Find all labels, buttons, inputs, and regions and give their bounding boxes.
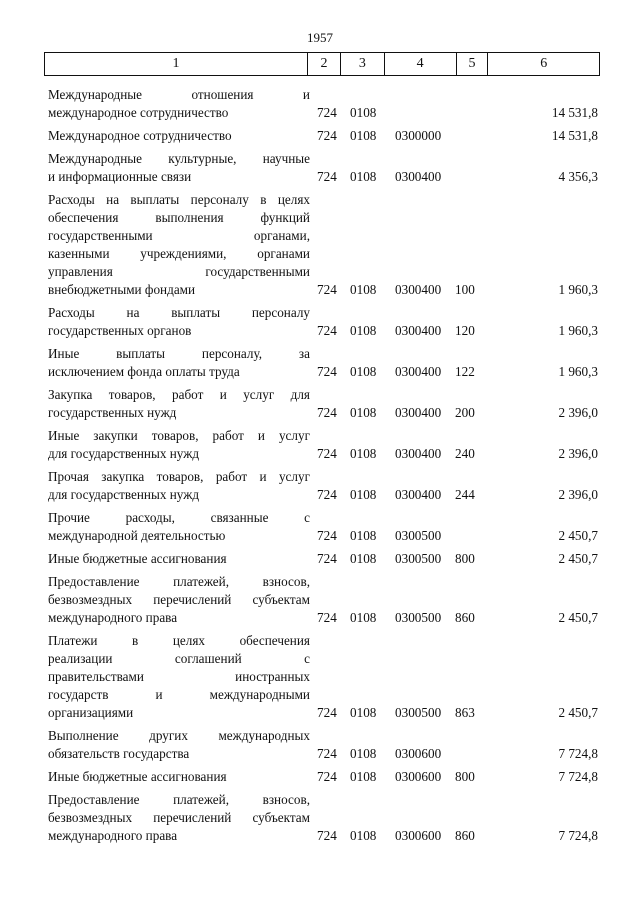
description-line: международное сотрудничество bbox=[48, 105, 229, 120]
description-line: Платежи в целях обеспечения bbox=[48, 633, 310, 648]
section-code: 0108 bbox=[350, 282, 377, 297]
target-article-code: 0300500 bbox=[395, 528, 442, 543]
description-line: обязательств государства bbox=[48, 746, 190, 761]
amount: 2 450,7 bbox=[558, 610, 598, 625]
description-line: Предоставление платежей, взносов, bbox=[48, 574, 310, 589]
row-description bbox=[48, 550, 310, 568]
section-code: 0108 bbox=[350, 487, 377, 502]
section-code: 0108 bbox=[350, 446, 377, 461]
expense-type-code: 120 bbox=[455, 323, 475, 338]
expense-type-code: 244 bbox=[455, 487, 475, 502]
amount: 2 450,7 bbox=[558, 551, 598, 566]
description-line: Расходы на выплаты персоналу в целях bbox=[48, 192, 310, 207]
amount: 2 396,0 bbox=[558, 405, 598, 420]
target-article-code: 0300500 bbox=[395, 705, 442, 720]
expense-type-code: 122 bbox=[455, 364, 475, 379]
section-code: 0108 bbox=[350, 405, 377, 420]
admin-code: 724 bbox=[317, 282, 337, 297]
description-line: Иные выплаты персоналу, за bbox=[48, 346, 310, 361]
row-description bbox=[48, 468, 310, 504]
amount: 2 396,0 bbox=[558, 446, 598, 461]
description-line: Выполнение других международных bbox=[48, 728, 310, 743]
section-code: 0108 bbox=[350, 323, 377, 338]
description-line: организациями bbox=[48, 705, 134, 720]
amount: 7 724,8 bbox=[558, 769, 598, 784]
target-article-code: 0300400 bbox=[395, 405, 442, 420]
description-line: и информационные связи bbox=[48, 169, 192, 184]
amount: 7 724,8 bbox=[558, 746, 598, 761]
section-code: 0108 bbox=[350, 746, 377, 761]
admin-code: 724 bbox=[317, 487, 337, 502]
row-description bbox=[48, 791, 310, 845]
admin-code: 724 bbox=[317, 610, 337, 625]
description-line: для государственных нужд bbox=[48, 446, 200, 461]
admin-code: 724 bbox=[317, 551, 337, 566]
column-header-5: 5 bbox=[457, 53, 489, 75]
description-line: Иные бюджетные ассигнования bbox=[48, 769, 227, 784]
section-code: 0108 bbox=[350, 169, 377, 184]
column-header-2: 2 bbox=[308, 53, 341, 75]
amount: 1 960,3 bbox=[558, 323, 598, 338]
admin-code: 724 bbox=[317, 105, 337, 120]
description-line: Иные бюджетные ассигнования bbox=[48, 551, 227, 566]
admin-code: 724 bbox=[317, 746, 337, 761]
row-description bbox=[48, 304, 310, 340]
expense-type-code: 860 bbox=[455, 610, 475, 625]
description-line: Международные культурные, научные bbox=[48, 151, 310, 166]
description-line: управления государственными bbox=[48, 264, 310, 279]
description-line: международного права bbox=[48, 610, 178, 625]
expense-type-code: 800 bbox=[455, 769, 475, 784]
target-article-code: 0300000 bbox=[395, 128, 442, 143]
description-line: международного права bbox=[48, 828, 178, 843]
row-description bbox=[48, 191, 310, 299]
section-code: 0108 bbox=[350, 364, 377, 379]
amount: 1 960,3 bbox=[558, 364, 598, 379]
amount: 4 356,3 bbox=[558, 169, 598, 184]
description-line: государств и международными bbox=[48, 687, 310, 702]
description-line: государственных нужд bbox=[48, 405, 177, 420]
expense-type-code: 860 bbox=[455, 828, 475, 843]
row-description bbox=[48, 427, 310, 463]
section-code: 0108 bbox=[350, 128, 377, 143]
amount: 2 396,0 bbox=[558, 487, 598, 502]
amount: 7 724,8 bbox=[558, 828, 598, 843]
admin-code: 724 bbox=[317, 828, 337, 843]
admin-code: 724 bbox=[317, 446, 337, 461]
description-line: Расходы на выплаты персоналу bbox=[48, 305, 310, 320]
description-line: реализации соглашений с bbox=[48, 651, 310, 666]
description-line: Прочие расходы, связанные с bbox=[48, 510, 310, 525]
row-description bbox=[48, 573, 310, 627]
row-description bbox=[48, 509, 310, 545]
description-line: исключением фонда оплаты труда bbox=[48, 364, 240, 379]
section-code: 0108 bbox=[350, 610, 377, 625]
section-code: 0108 bbox=[350, 705, 377, 720]
description-line: международной деятельностью bbox=[48, 528, 226, 543]
description-line: внебюджетными фондами bbox=[48, 282, 196, 297]
target-article-code: 0300500 bbox=[395, 610, 442, 625]
expense-type-code: 240 bbox=[455, 446, 475, 461]
row-description bbox=[48, 386, 310, 422]
target-article-code: 0300600 bbox=[395, 746, 442, 761]
admin-code: 724 bbox=[317, 364, 337, 379]
description-line: Международное сотрудничество bbox=[48, 128, 232, 143]
target-article-code: 0300500 bbox=[395, 551, 442, 566]
description-line: Предоставление платежей, взносов, bbox=[48, 792, 310, 807]
description-line: Иные закупки товаров, работ и услуг bbox=[48, 428, 310, 443]
expense-type-code: 100 bbox=[455, 282, 475, 297]
row-description bbox=[48, 768, 310, 786]
description-line: государственными органами, bbox=[48, 228, 310, 243]
section-code: 0108 bbox=[350, 828, 377, 843]
description-line: Международные отношения и bbox=[48, 87, 310, 102]
admin-code: 724 bbox=[317, 323, 337, 338]
row-description bbox=[48, 127, 310, 145]
section-code: 0108 bbox=[350, 551, 377, 566]
expense-type-code: 863 bbox=[455, 705, 475, 720]
admin-code: 724 bbox=[317, 528, 337, 543]
description-line: государственных органов bbox=[48, 323, 192, 338]
section-code: 0108 bbox=[350, 105, 377, 120]
amount: 1 960,3 bbox=[558, 282, 598, 297]
row-description bbox=[48, 345, 310, 381]
target-article-code: 0300400 bbox=[395, 364, 442, 379]
admin-code: 724 bbox=[317, 128, 337, 143]
page-number: 1957 bbox=[307, 30, 333, 45]
description-line: Прочая закупка товаров, работ и услуг bbox=[48, 469, 310, 484]
amount: 2 450,7 bbox=[558, 528, 598, 543]
target-article-code: 0300400 bbox=[395, 169, 442, 184]
admin-code: 724 bbox=[317, 169, 337, 184]
admin-code: 724 bbox=[317, 705, 337, 720]
expense-type-code: 800 bbox=[455, 551, 475, 566]
description-line: казенными учреждениями, органами bbox=[48, 246, 310, 261]
amount: 2 450,7 bbox=[558, 705, 598, 720]
section-code: 0108 bbox=[350, 528, 377, 543]
description-line: для государственных нужд bbox=[48, 487, 200, 502]
column-header-4: 4 bbox=[385, 53, 457, 75]
description-line: правительствами иностранных bbox=[48, 669, 310, 684]
column-header-6: 6 bbox=[540, 56, 548, 71]
description-line: обеспечения выполнения функций bbox=[48, 210, 310, 225]
admin-code: 724 bbox=[317, 769, 337, 784]
target-article-code: 0300400 bbox=[395, 487, 442, 502]
target-article-code: 0300600 bbox=[395, 828, 442, 843]
target-article-code: 0300400 bbox=[395, 446, 442, 461]
column-header-1: 1 bbox=[45, 53, 308, 75]
column-header-3: 3 bbox=[341, 53, 385, 75]
row-description bbox=[48, 632, 310, 722]
description-line: Закупка товаров, работ и услуг для bbox=[48, 387, 310, 402]
description-line: безвозмездных перечислений субъектам bbox=[48, 592, 310, 607]
row-description bbox=[48, 86, 310, 122]
column-header-row bbox=[44, 52, 600, 76]
description-line: безвозмездных перечислений субъектам bbox=[48, 810, 310, 825]
expense-type-code: 200 bbox=[455, 405, 475, 420]
admin-code: 724 bbox=[317, 405, 337, 420]
target-article-code: 0300600 bbox=[395, 769, 442, 784]
row-description bbox=[48, 150, 310, 186]
amount: 14 531,8 bbox=[551, 105, 598, 120]
target-article-code: 0300400 bbox=[395, 323, 442, 338]
section-code: 0108 bbox=[350, 769, 377, 784]
row-description bbox=[48, 727, 310, 763]
amount: 14 531,8 bbox=[551, 128, 598, 143]
target-article-code: 0300400 bbox=[395, 282, 442, 297]
